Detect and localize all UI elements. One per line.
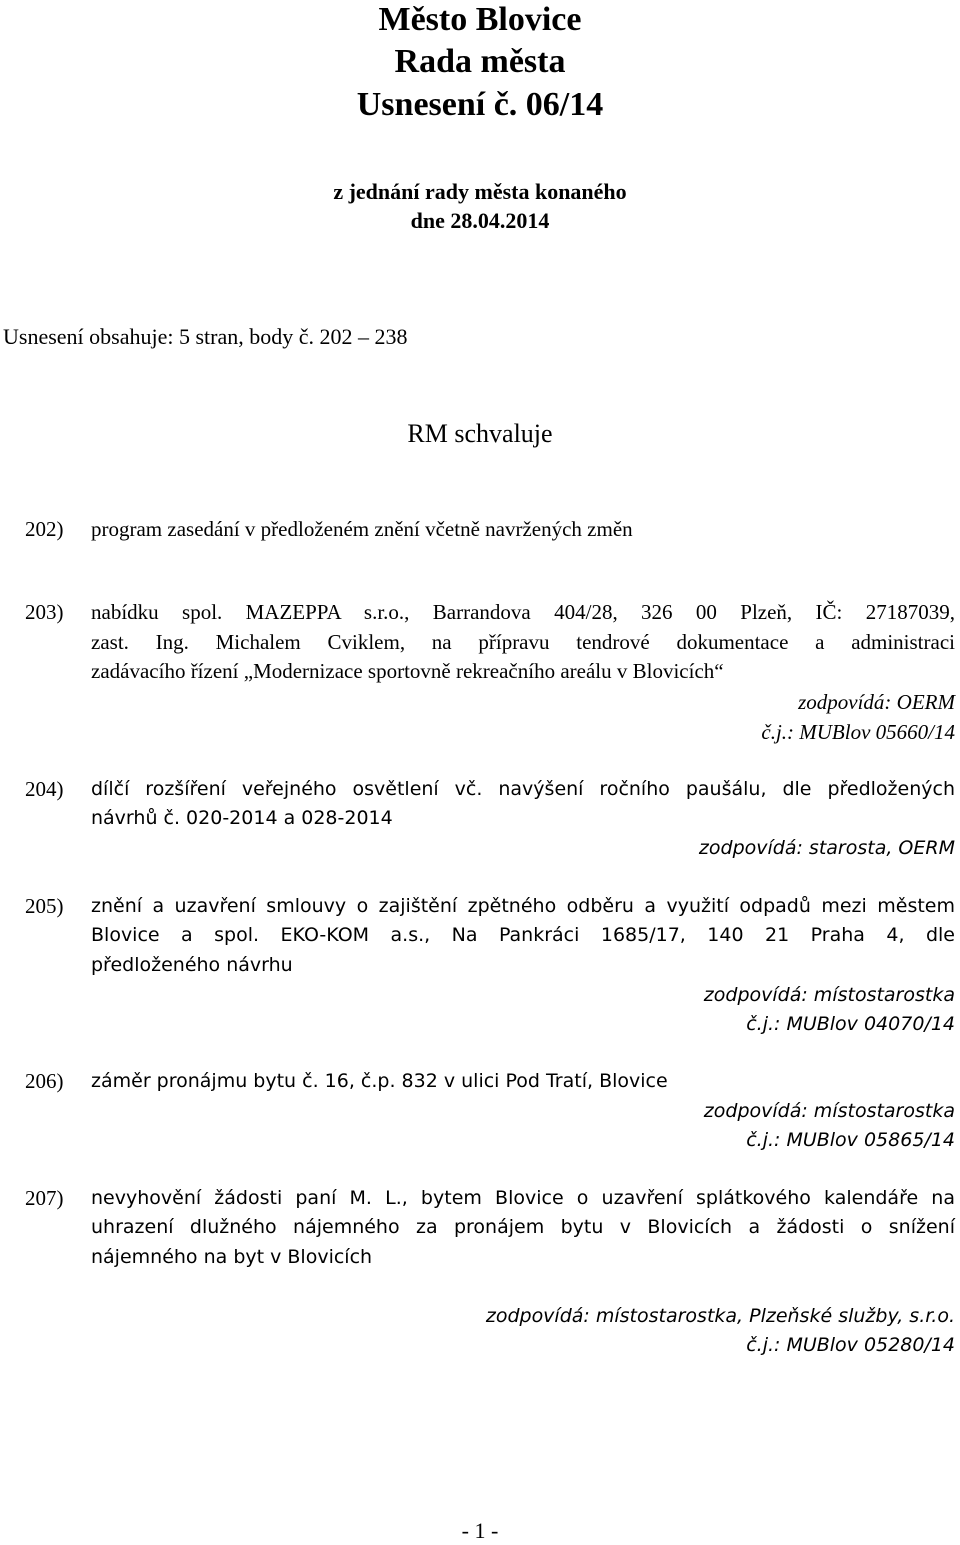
document-title-resolution: Usnesení č. 06/14 [356,86,604,123]
responsible-note: zodpovídá: OERM [798,690,955,714]
responsible-note: zodpovídá: starosta, OERM [698,837,955,859]
item-text-line: nabídku spol. MAZEPPA s.r.o., Barrandova 404/28, 326 00 Plzeň, IČ: 27187039, [91,600,955,624]
responsible-note: zodpovídá: místostarostka [703,1100,955,1122]
item-text-line: zadávacího řízení „Modernizace sportovně rekreačního areálu v Blovicích“ [91,659,724,683]
document-title-council: Rada města [394,43,566,80]
document-title-town: Město Blovice [378,1,582,38]
reference-number: č.j.: MUBlov 04070/14 [746,1013,955,1035]
item-number: 206) [25,1069,64,1093]
reference-number: č.j.: MUBlov 05660/14 [761,720,955,744]
item-text-line: nájemného na byt v Blovicích [91,1246,373,1268]
item-text-line: záměr pronájmu bytu č. 16, č.p. 832 v ulici Pod Tratí, Blovice [91,1070,668,1092]
item-text-line: zast. Ing. Michalem Cviklem, na přípravu tendrové dokumentace a administraci [91,630,955,654]
item-text-line: program zasedání v předloženém znění včetně navržených změn [91,517,633,541]
item-number: 204) [25,777,64,801]
meeting-subtitle: z jednání rady města konaného [333,179,627,204]
item-text-line: nevyhovění žádosti paní M. L., bytem Blovice o uzavření splátkového kalendáře na [91,1187,955,1209]
item-text-line: Blovice a spol. EKO-KOM a.s., Na Pankráci 1685/17, 140 21 Praha 4, dle [91,924,955,946]
item-number: 202) [25,517,64,541]
page-number: - 1 - [461,1518,499,1543]
reference-number: č.j.: MUBlov 05280/14 [746,1334,955,1356]
item-number: 207) [25,1186,64,1210]
item-number: 205) [25,894,64,918]
item-number: 203) [25,600,64,624]
reference-number: č.j.: MUBlov 05865/14 [746,1129,955,1151]
item-text-line: dílčí rozšíření veřejného osvětlení vč. navýšení ročního paušálu, dle předložených [91,778,955,800]
item-text-line: předloženého návrhu [91,954,293,976]
item-text-line: uhrazení dlužného nájemného za pronájem bytu v Blovicích a žádosti o snížení [91,1216,955,1238]
responsible-note: zodpovídá: místostarostka [703,984,955,1006]
responsible-note: zodpovídá: místostarostka, Plzeňské služby, s.r.o. [485,1305,955,1327]
section-heading: RM schvaluje [407,419,553,448]
item-text-line: návrhů č. 020-2014 a 028-2014 [91,807,393,829]
meeting-date: dne 28.04.2014 [410,208,550,233]
intro-summary: Usnesení obsahuje: 5 stran, body č. 202 – 238 [3,324,408,349]
item-text-line: znění a uzavření smlouvy o zajištění zpětného odběru a využití odpadů mezi městem [91,895,955,917]
